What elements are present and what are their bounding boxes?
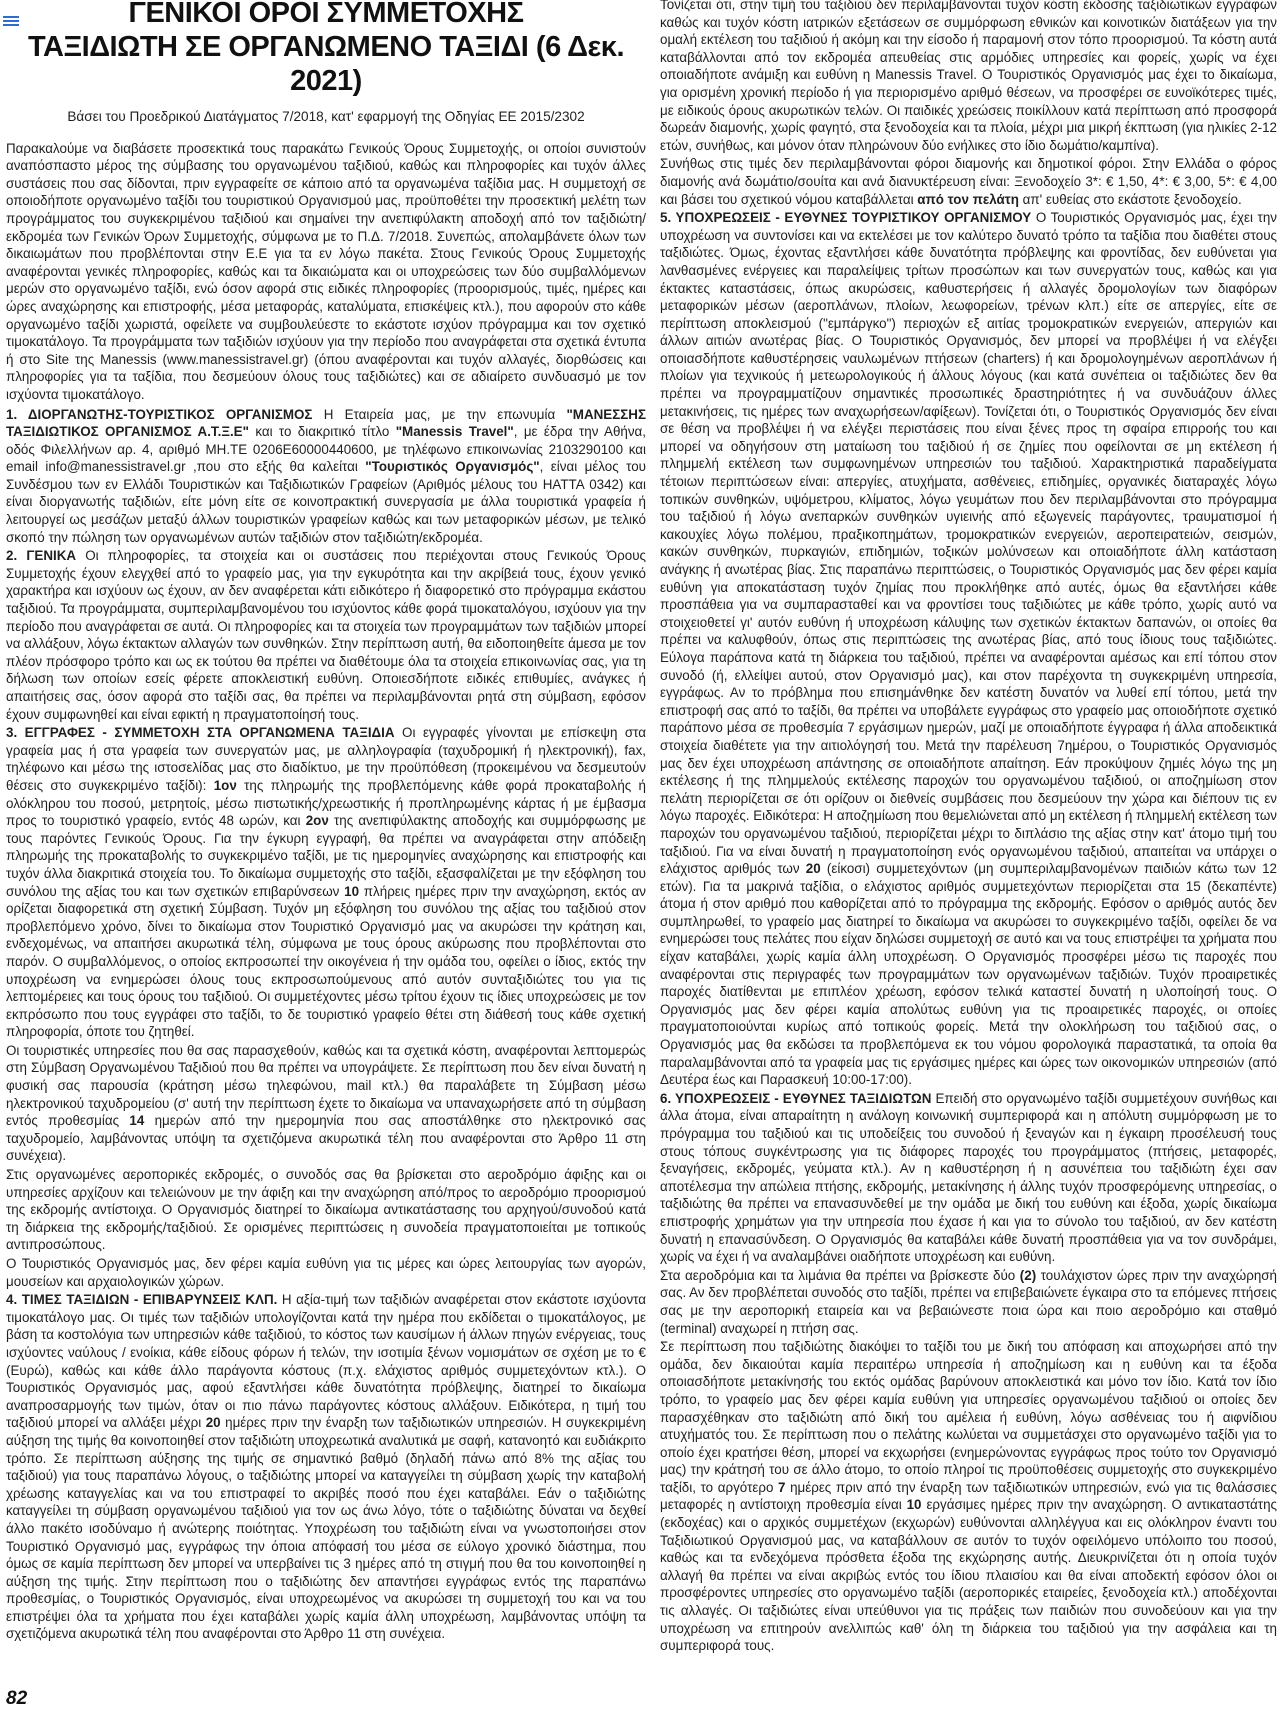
section-6-emph: 10 (906, 1497, 922, 1513)
pricing-notes-paragraph: Τονίζεται ότι, στην τιμή του ταξιδιού δεν περιλαμβάνονται τυχόν κόστη έκδοσης ταξιδιωτικών εγγράφων καθώς και τυχόν κόστη ιατρικών εξετάσεων σε συμμόρφωση εθνικών και κοινοτικών διατάξεων για την ομαλή εκτέλεση του ταξιδιού ή ακόμη και την είσοδο ή παραμονή στον τόπο προορισμού. Τα κόστη αυτά καταβάλλονται από τον εκδρομέα απευθείας στις αρμόδιες υπηρεσίες και φορείς, χωρίς να έχει οποιαδήποτε ανάμιξη και ευθύνη η Manessis Travel. Ο Τουριστικός Οργανισμός μας έχει το δικαίωμα, για ορισμένη χρονική περίοδο ή για περιορισμένο αριθμό θέσεων, να προσφέρει σε ευνοϊκότερες τιμές, με ειδικούς όρους ακυρωτικών τελών. Οι παιδικές χρεώσεις ποικίλλουν κατά περίπτωση από προσφορά δωρεάν διαμονής, χωρίς φαγητό, στα ξενοδοχεία και τα πλοία, μέχρι μια μικρή έκπτωση (για ηλικίες 2-12 ετών, συνήθως, και μόνον όταν πληρώνουν δύο ενήλικες στο ίδιο δωμάτιο/καμπίνα). (660, 0, 1277, 153)
section-6-text: Στα αεροδρόμια και τα λιμάνια θα πρέπει να βρίσκεστε δύο (660, 1267, 1020, 1283)
section-6-text: Επειδή στο οργανωμένο ταξίδι συμμετέχουν συνήθως και άλλα άτομα, είναι απαραίτητη η ανάλογη κοινωνική συμπεριφορά και η απόλυτη συμμόρφωση με το πρόγραμμα του ταξιδιού και τις υποδείξεις του συνοδού ή ξεναγών και η έγκαιρη προσέλευσή τους στους τόπους συγκέντρωσης για τις διάφορες παροχές του προγράμματος (πτήσεις, μεταφορές, ξεναγήσεις, εκδρομές, γεύματα κτλ.). Αν η καθυστέρηση ή η ασυνέπεια του ταξιδιώτη έχει σαν αποτέλεσμα την απώλεια πτήσης, εκδρομής, μετακίνησης ή άλλης τυχόν προσφερόμενης υπηρεσίας, ο ταξιδιώτης θα πρέπει να επανασυνδεθεί με την ομάδα με δική του ευθύνη και έξοδα, χωρίς δικαίωμα επιστροφής χρημάτων για την υπηρεσία που έχασε ή και για το σύνολο του ταξιδιού, αν δεν κατέστη δυνατή η επανασύνδεση. Ο Οργανισμός θα καταβάλει κάθε δυνατή προσπάθεια για να τον συνδράμει, χωρίς να έχει ή να αναλαμβάνει οιαδήποτε υποχρέωση και ευθύνη. (660, 1090, 1277, 1265)
section-4-heading: 4. ΤΙΜΕΣ ΤΑΞΙΔΙΩΝ - ΕΠΙΒΑΡΥΝΣΕΙΣ ΚΛΠ. (6, 1292, 278, 1308)
section-3-text: Οι τουριστικές υπηρεσίες που θα σας παρασχεθούν, καθώς και τα σχετικά κόστη, αναφέρονται λεπτομερώς στη Σύμβαση Οργανωμένου Ταξιδιού που θα πρέπει να υπογράψετε. Σε περίπτωση που δεν είναι δυνατή η φυσική σας παρουσία (κράτηση μέσω τηλεφώνου, mail κτλ.) θα παραλάβετε τη Σύμβαση μέσω ηλεκτρονικού ταχυδρομείου (σ' αυτή την περίπτωση έχετε το δικαίωμα να υπαναχωρήσετε από τη σύμβαση εντός προθεσμίας (6, 1042, 646, 1129)
document-subtitle: Βάσει του Προεδρικού Διατάγματος 7/2018, κατ' εφαρμογή της Οδηγίας ΕΕ 2015/2302 (67, 109, 585, 124)
brand-name: "Manessis Travel" (395, 424, 514, 440)
section-3-emph: 10 (344, 883, 360, 899)
section-3-paragraph-2 (6, 1042, 646, 1165)
intro-paragraph: Παρακαλούμε να διαβάσετε προσεκτικά τους παρακάτω Γενικούς Όρους Συμμετοχής, οι οποίοι συνιστούν αναπόσπαστο μέρος της σύμβασης του οργανωμένου ταξιδιού, καθώς και πληροφορίες και τυχόν άλλες συστάσεις που σας δίδονται, πριν εγγραφείτε σε κάποιο από τα οργανωμένα ταξίδια μας. Η συμμετοχή σε οποιοδήποτε οργανωμένο ταξίδι του τουριστικού Οργανισμού μας, προϋποθέτει την προσεκτική μελέτη των προγράμματος του συγκεκριμένου ταξιδιού και σημαίνει την ανεπιφύλακτη αποδοχή από τον ταξιδιώτη/εκδρομέα των Γενικών Όρων Συμμετοχής, σύμφωνα με το Π.Δ. 7/2018. Συνεπώς, απολαμβάνετε όλων των δικαιωμάτων που προβλέπονται στην Ε.Ε για τα εν λόγω πακέτα. Στους Γενικούς Όρους Συμμετοχής αναφέρονται γενικές πληροφορίες, καθώς και τα δικαιώματα και οι υποχρεώσεις των δύο συμβαλλόμενων μερών στο οργανωμένο ταξίδι, ενώ όσον αφορά στις ειδικές πληροφορίες (προορισμούς, τιμές, ημέρες και ώρες αναχώρησης και επιστροφής, μέσα μεταφοράς, καταλύματα, επισκέψεις κτλ.), που αφορούν στο κάθε οργανωμένο ταξίδι χωριστά, οφείλετε να συμβουλεύεστε το εκάστοτε ισχύον πρόγραμμα και τον σχετικό τιμοκατάλογο. Τα προγράμματα των ταξιδιών ισχύουν για την περίοδο που αναγράφεται στα σχετικά έντυπα ή στο Site της Manessis (www.manessistravel.gr) (όπου αναφέρονται και τυχόν αλλαγές, διορθώσεις και πληροφορίες για τα ταξίδια, που δεσμεύουν όλους τους ταξιδιώτες) και σε αδιαίρετο συνδυασμό με τον ισχύοντα τιμοκατάλογο. (6, 140, 646, 402)
page-number: 82 (6, 1688, 28, 1709)
section-6-emph: 7 (778, 1479, 786, 1495)
section-3-emph: 14 (129, 1113, 145, 1129)
section-3-text: Οι εγγραφές γίνονται με επίσκεψη στα γραφεία μας ή στα γραφεία των συνεργατών μας, με αλληλογραφία (ταχυδρομική ή ηλεκτρονική), fax, τηλέφωνο και μέσω της ιστοσελίδας μας στο διαδίκτυο, με την προϋπόθεση (προκειμένου να δεσμευτούν θέσεις στο συγκεκριμένο ταξίδι): (6, 725, 646, 793)
section-5-heading: 5. ΥΠΟΧΡΕΩΣΕΙΣ - ΕΥΘΥΝΕΣ ΤΟΥΡΙΣΤΙΚΟΥ ΟΡΓΑΝΙΣΜΟΥ (660, 210, 1032, 226)
section-6-text: εργάσιμες ημέρες πριν την αναχώρηση. Ο αντικαταστάτης (εκδοχέας) και ο αρχικός συμμετέχων (εκχωρών) ευθύνονται αλληλέγγυα και εις ολόκληρον έναντι του Ταξιδιωτικού Οργανισμού μας, να καταβάλλουν σε αυτόν το τυχόν οφειλόμενο υπόλοιπο του ποσού, καθώς και τα ενδεχόμενα πρόσθετα έξοδα της εκχώρησης αυτής. Διευκρινίζεται ότι η οποία τυχόν αλλαγή θα πρέπει να είναι ακριβώς εντός του ίδιου πλαισίου και θα είναι αποδεκτή εφόσον όλοι οι προσφέροντες υπηρεσίες στο οργανωμένο ταξίδι (αεροπορικές εταιρείες, ξενοδοχεία κτλ.) αποδέχονται τις αλλαγές. Οι ταξιδιώτες είναι υπεύθυνοι για τις πράξεις των παιδιών που συνοδεύουν και για την υποχρέωση να επιτηρούν ανελλιπώς καθ' όλη τη διάρκεια του ταξιδιού για την ασφάλεια και τη συμπεριφορά τους. (660, 1497, 1277, 1654)
section-3-text: της ανεπιφύλακτης αποδοχής και συμμόρφωσης με τους παρόντες Γενικούς Όρους. Για την έγκυρη εγγραφή, θα πρέπει να αναγράφεται στην απόδειξη πληρωμής της προκαταβολής το συγκεκριμένο ταξίδι, με τις ημερομηνίες αναχώρησης και επιστροφής και τυχόν άλλα διακριτικά στοιχεία του. Το δικαίωμα συμμετοχής στο ταξίδι, εξασφαλίζεται με την εξόφληση του συνόλου της αξίας του και των σχετικών επιβαρύνσεων (6, 813, 646, 899)
section-6-emph: (2) (1019, 1267, 1037, 1283)
section-6-heading: 6. ΥΠΟΧΡΕΩΣΕΙΣ - ΕΥΘΥΝΕΣ ΤΑΞΙΔΙΩΤΩΝ (660, 1090, 932, 1106)
section-3-paragraph-4: Ο Τουριστικός Οργανισμός μας, δεν φέρει καμία ευθύνη για τις μέρες και ώρες λειτουργίας των αγορών, μουσείων και αρχαιολογικών χώρων. (6, 1256, 646, 1289)
section-6-text: Σε περίπτωση που ταξιδιώτης διακόψει το ταξίδι του με δική του απόφαση και αποχωρήσει από την ομάδα, δεν δικαιούται καμία περαιτέρω υπηρεσία ή αποζημίωση και η ευθύνη και τα έξοδα οποιασδήποτε μετακίνησής του εκτός ομάδας βαρύνουν αποκλειστικά και μόνο τον ίδιο. Κατά τον ίδιο τρόπο, το γραφείο μας δεν φέρει καμία ευθύνη για υπηρεσίες οργανωμένου ταξιδιού οι οποίες δεν παρασχέθηκαν στο ταξιδιώτη από δική του αμέλεια ή ευθύνη, λόγω ασθένειας του ή αιφνίδιου ατυχήματός του. Σε περίπτωση που ο πελάτης κωλύεται να συμμετάσχει στο οργανωμένο ταξίδι για το οποίο έχει κρατήσει θέση, μπορεί να εκχωρήσει (ενημερώνοντας εγγράφως προς τούτο τον Οργανισμό μας) την κράτησή του σε άλλο άτομο, το οποίο πληροί τις προϋποθέσεις συμμετοχής στο συγκεκριμένο ταξίδι, το αργότερο (660, 1339, 1277, 1495)
section-6-paragraph-3 (660, 1338, 1277, 1655)
title-line-2: ΤΑΞΙΔΙΩΤΗ ΣΕ ΟΡΓΑΝΩΜΕΝΟ ΤΑΞΙΔΙ (6 Δεκ. 2021) (27, 31, 625, 97)
section-6 (660, 1090, 1277, 1266)
section-3-text: πλήρεις ημέρες πριν την αναχώρηση, εκτός αν ορίζεται διαφορετικά στη σχετική Σύμβαση. Τυχόν μη εξόφληση του συνόλου της αξίας του ταξιδιού στον προβλεπόμενο χρόνο, δίνει το δικαίωμα στον Τουριστικό Οργανισμό μας να ακυρώσει την κράτηση και, ενδεχομένως, να απαιτήσει ακυρωτικά τέλη, σύμφωνα με τους όρους ακύρωσης που προβλέπονται στο παρόν. Ο συμβαλλόμενος, ο οποίος εκπροσωπεί την οικογένεια ή την ομάδα του, οφείλει ο ίδιος, εκτός την υποχρέωση να ενημερώσει όλους τους εκπροσωπούμενους από αυτόν συνταξιδιώτες του για τις λεπτομέρειες και τους όρους του ταξιδιού. Οι συμμετέχοντες μέσω τρίτου έχουν τις ίδιες υποχρεώσεις με τον εκπρόσωπο που τους εγγράφει στο ταξίδι, το δε τουριστικό γραφείο θέτει στη διάθεσή τους κάθε σχετική πληροφορία, όποτε του ζητηθεί. (6, 883, 646, 1040)
section-5-text: Ο Τουριστικός Οργανισμός μας, έχει την υποχρέωση να συντονίσει και να εκτελέσει με τον καλύτερο δυνατό τρόπο τα ταξίδια που διαθέτει στους ταξιδιώτες. Όμως, έχοντας εξαντλήσει κάθε δυνατότητα πρόβλεψης και φροντίδας, δεν ευθύνεται για λανθασμένες ενέργειες και παραλείψεις τρίτων προσώπων και των συνεργατών τους, καθώς και για έκτακτες καταστάσεις, όπως ακυρώσεις, καθυστερήσεις ή αλλαγές δρομολογίων των διαφόρων μεταφορικών μέσων (αεροπλάνων, πλοίων, λεωφορείων, τρένων κλπ.) είτε σε απεργίες, είτε σε περίπτωση αποκλεισμού ("εμπάργκο") περιοχών εξ αιτίας τρομοκρατικών ενεργειών, απεργιών και άλλων αιτιών ανωτέρας βίας. Ο Τουριστικός Οργανισμός, δεν μπορεί να προβλέψει ή να ελέγξει οποιασδήποτε καθυστέρησεις ναυλωμένων πτήσεων (charters) ή και δρομολογημένων αεροπλάνων ή πλοίων για τεχνικούς ή μετεωρολογικούς ή άλλους λόγους (και κατά συνέπεια οι ταξιδιώτες δεν θα πρέπει να προγραμματίζουν σημαντικές προσωπικές δραστηριότητες ή να συνδυάζουν άλλες μετακινήσεις, τις ημέρες των αναχωρήσεων/αφίξεων). Τονίζεται ότι, ο Τουριστικός Οργανισμός δεν είναι σε θέση να προβλέψει ή να ελέγξει περιστάσεις που είναι ξένες προς τη σφαίρα επιρροής του και μπορεί να οδηγήσουν στη ματαίωση του ταξιδιού ή σε ζημίες που οφείλονται σε μη εκτέλεση ή πλημμελή εκτέλεση των συμφωνημένων υπηρεσιών του ταξιδιού. Χαρακτηριστικά παραδείγματα τέτοιων περιπτώσεων είναι: απεργίες, ατυχήματα, ασθένειες, επιδημίες, οργανικές διαταραχές λόγω τοπικών συνθηκών, υψόμετρου, κλίματος, λόγω γευμάτων που δεν περιλαμβάνονται στο πρόγραμμα του ταξιδιού ή λόγω ανεπαρκών συνθηκών υγιεινής από εξωγενείς παράγοντες, τραυματισμοί ή κακουχίες λόγω πολέμου, πραξικοπημάτων, τρομοκρατικών ενεργειών, αεροπειρατειών, σεισμών, κακών συνθηκών, πυρκαγιών, επιδημιών, τοξικών μολύνσεων και οποιαδήποτε άλλη κατάσταση ανάγκης ή ανωτέρας βίας. Στις παραπάνω περιπτώσεις, ο Τουριστικός Οργανισμός μας δεν φέρει καμία ευθύνη για αποκατάσταση τυχόν ζημίας που προκλήθηκε από αυτές, όμως θα εξαντλήσει κάθε προσπάθεια για να συμπαρασταθεί και να φροντίσει τους ταξιδιώτες με κάθε τρόπο, χωρίς αυτό να στοιχειοθετεί γι' αυτόν ευθύνη ή υποχρέωση κάλυψης των σχετικών έκτακτων δαπανών, οι οποίες θα πρέπει να καλυφθούν, όπως στις περιπτώσεις της ανωτέρας βίας, από τους ίδιους τους ταξιδιώτες. Εύλογα παράπονα κατά τη διάρκεια του ταξιδιού, πρέπει να αναφέρονται αμέσως και επί τόπου στον συνοδό (ή, ελλείψει αυτού, στον Οργανισμό μας), και στον παρέχοντα τη συγκεκριμένη υπηρεσία, εγγράφως. Αν το πρόβλημα που επισημάνθηκε δεν κατέστη δυνατόν να λυθεί επί τόπου, μετά την επιστροφή σας από το ταξίδι, θα πρέπει να υποβάλετε εγγράφως στο γραφείο μας οποιοδήποτε σχετικό παράπονο μέσα σε προθεσμία 7 εργάσιμων ημερών, μαζί με οποιαδήποτε έγγραφα ή άλλα αποδεικτικά στοιχεία διαθέτετε για την αιτιολόγησή του. Μετά την παρέλευση 7ημέρου, ο Τουριστικός Οργανισμός μας δεν έχει υποχρέωση απάντησης σε οποιαδήποτε απαίτηση. Εάν προκύψουν ζημιές λόγω της μη εκτέλεσης ή της πλημμελούς εκτέλεσης παροχών του οργανωμένου ταξιδιού, οι αποζημίωση στον πελάτη περιορίζεται σε ότι ορίζουν οι διεθνείς συμβάσεις που δεσμεύουν την χώρα και διέπουν τις εν λόγω παροχές. Ειδικότερα: Η αποζημίωση που θεμελιώνεται από μη εκτέλεση ή πλημμελή εκτέλεση των παροχών του οργανωμένου ταξιδιού, περιορίζεται μέχρι το διπλάσιο της αξίας στην κατ' άτομο τιμή του ταξιδιού. Για να είναι δυνατή η πραγματοποίηση ενός οργανωμένου ταξιδιού, απαιτείται να υπάρχει ο ελάχιστος αριθμός των (660, 210, 1277, 877)
document-title (6, 0, 646, 98)
section-3-emph: 2ον (305, 813, 329, 829)
org-term: "Τουριστικός Οργανισμός" (365, 459, 540, 475)
section-6-text: τουλάχιστον ώρες πριν την αναχώρησή σας. Αν δεν προβλέπεται συνοδός στο ταξίδι, πρέπει να επιβεβαιώνετε έγκαιρα στο τα επόμενες πτήσεις σας με την αεροπορική εταιρεία και να βεβαιώνεστε ποια ώρα και ποιο αεροδρόμιο και σταθμό (terminal) αναχωρεί η πτήση σας. (660, 1267, 1277, 1336)
section-1-text: και το διακριτικό τίτλο (248, 424, 396, 440)
section-3-paragraph-3: Στις οργανωμένες αεροπορικές εκδρομές, ο συνοδός σας θα βρίσκεται στο αεροδρόμιο άφιξης και οι υπηρεσίες αρχίζουν και τελειώνουν με την άφιξη και την αναχώρηση από/προς το αεροδρόμιο προορισμού της εκδρομής αντίστοιχα. Ο Οργανισμός διατηρεί το δικαίωμα αντικατάστασης του αρχηγού/συνοδού κατά τη διάρκεια της εκδρομής/ταξιδιού. Σε ορισμένες περιπτώσεις η συνοδεία πραγματοποιείται με τοπικούς αντιπροσώπους. (6, 1167, 646, 1253)
section-5 (660, 209, 1277, 1089)
title-line-1: ΓΕΝΙΚΟΙ ΟΡΟΙ ΣΥΜΜΕΤΟΧΗΣ (128, 0, 524, 29)
section-4-emph: 20 (205, 1415, 221, 1431)
section-1-text: , είναι μέλος του Συνδέσμου των εν Ελλάδι Τουριστικών και Ταξιδιωτικών Γραφείων (Αριθμός μέλους του ΗΑΤΤΑ 0342) και είναι διοργανωτής ταξιδιών, είτε μόνη είτε σε κοινοπρακτική συνεργασία με άλλα τουριστικά γραφεία ή λειτουργεί ως μεσάζων μεταξύ άλλων τουριστικών γραφείων καθώς και των μεταφορικών μέσων, με τελικό σκοπό την πώληση των οργανωμένων αυτών ταξιδιών στον ταξιδιώτη/εκδρομέα. (6, 459, 646, 545)
section-1 (6, 406, 646, 547)
section-2 (6, 547, 646, 723)
section-2-text: Οι πληροφορίες, τα στοιχεία και οι συστάσεις που περιέχονται στους Γενικούς Όρους Συμμετοχής έχουν ελεγχθεί από το γραφείο μας, για την εγκυρότητα και την ακρίβειά τους, έχουν γενικό χαρακτήρα και ισχύουν ως έχουν, αν δεν αναφέρεται κάτι ειδικότερο ή διαφορετικό στο πρόγραμμα εκάστου ταξιδιού. Τα προγράμματα, συμπεριλαμβανομένου του ισχύοντος κάθε φορά τιμοκαταλόγου, ισχύουν για την περίοδο που αναγράφεται σε αυτά. Οι πληροφορίες και τα στοιχεία των προγραμμάτων των ταξιδιών μπορεί να αλλάξουν, λόγω έκτακτων αλλαγών των συνθηκών. Στην περίπτωση αυτή, θα ειδοποιηθείτε άμεσα με τον πλέον πρόσφορο τρόπο και ως εκ τούτου θα πρέπει να διαθέτουμε όλα τα στοιχεία επικοινωνίας σας, για τη δήλωση των οποίων εσείς φέρετε αποκλειστική ευθύνη. Οποιεσδήποτε ειδικές επιθυμίες, ανάγκες ή απαιτήσεις σας, όσον αφορά στο ταξίδι σας, θα πρέπει να περιλαμβάνονται ρητά στη σύμβαση, εφόσον έχουν συμφωνηθεί και είναι εφικτή η πραγματοποίησή τους. (6, 548, 646, 722)
section-2-heading: 2. ΓΕΝΙΚΑ (6, 548, 77, 564)
section-5-text: (είκοσι) συμμετεχόντων (μη συμπεριλαμβανομένων παιδιών κάτω των 12 ετών). Για τα μακρινά ταξίδια, ο ελάχιστος αριθμός συμμετεχόντων περιορίζεται στα 15 (δεκαπέντε) άτομα ή στον αριθμό που καθορίζεται από το πρόγραμμα της εκδρομής. Εφόσον ο αριθμός αυτός δεν συμπληρωθεί, το γραφείο μας διατηρεί το δικαίωμα να ακυρώσει το συγκεκριμένο ταξίδι, οφείλει δε να ενημερώσει τους πελάτες που είχαν δηλώσει συμμετοχή σε αυτό και να τους επιστρέψει τα χρήματα που είχαν καταβάλει, χωρίς καμία άλλη υποχρέωση. Ο Οργανισμός προσφέρει μέσω τις παροχές που αναφέρονται στις περιγραφές των προγραμμάτων των οργανωμένων ταξιδιών. Τυχόν προαιρετικές παροχές διατίθενται με επιπλέον χρέωση, εφόσον τελικά καταστεί δυνατή η υλοποίησή τους. Ο Οργανισμός μας δεν φέρει καμία απολύτως ευθύνη για τις προαιρετικές παροχές, οι οποίες πραγματοποιούνται κυρίως από τοπικούς φορείς. Μετά την ολοκλήρωση του ταξιδιού σας, ο Οργανισμός μας θα εκδώσει τα προβλεπόμενα εκ του νόμου φορολογικά παραστατικά, τα οποία θα παραλαμβάνονται από τα γραφεία μας τις εργάσιμες ημέρες και ώρες των οικονομικών υπηρεσιών (από Δευτέρα έως και Παρασκευή 10:00-17:00). (660, 861, 1277, 1088)
section-1-text: , με έδρα την Αθήνα, οδός Φιλελλήνων αρ. 4, αριθμό ΜΗ.ΤΕ 0206Ε60000440600, με τηλέφωνο επικοινωνίας 2103290100 και email info@manessistravel.gr ,που στο εξής θα καλείται (6, 424, 647, 475)
section-5-emph: 20 (805, 861, 821, 877)
city-tax-text: Συνήθως στις τιμές δεν περιλαμβάνονται φόροι διαμονής και δημοτικοί φόροι. Στην Ελλάδα ο φόρος διαμονής ανά δωμάτιο/σουίτα και ανά διανυκτέρευση είναι: Ξενοδοχείο 3*: € 1,50, 4*: € 3,00, 5*: € 4,00 και βάσει του σχετικού νόμου καταβάλλεται (660, 156, 1277, 207)
section-3-text: της πληρωμής της προβλεπόμενης κάθε φορά προκαταβολής ή ολόκληρου του ποσού, μετρητοίς, μέσω πιστωτικής/χρεωστικής ή προπληρωμένης κάρτας ή με έμβασμα προς το τουριστικό γραφείο, εντός 48 ωρών, και (6, 777, 646, 829)
section-3 (6, 724, 646, 1041)
section-3-heading: 3. ΕΓΓΡΑΦΕΣ - ΣΥΜΜΕΤΟΧΗ ΣΤΑ ΟΡΓΑΝΩΜΕΝΑ ΤΑΞΙΔΙΑ (6, 725, 395, 741)
right-column (660, 0, 1277, 1656)
section-3-text: ημερών από την ημερομηνία που σας αποστάλθηκε στο ηλεκτρονικό σας ταχυδρομείο, λαμβάνοντας υπόψη τα σχετιζόμενα ακυρωτικά τέλη που αναφέρονται στο Άρθρο 11 στη συνέχεια). (6, 1113, 646, 1164)
section-1-heading: 1. ΔΙΟΡΓΑΝΩΤΗΣ-ΤΟΥΡΙΣΤΙΚΟΣ ΟΡΓΑΝΙΣΜΟΣ (6, 406, 313, 422)
section-1-text: Η Εταιρεία μας, με την επωνυμία (312, 406, 567, 422)
section-4 (6, 1291, 646, 1643)
city-tax-text: απ' ευθείας στο εκάστοτε ξενοδοχείο. (1018, 191, 1242, 207)
section-6-paragraph-2 (660, 1267, 1277, 1337)
section-4-text: ημέρες πριν την έναρξη των ταξιδιωτικών υπηρεσιών. Η συγκεκριμένη αύξηση της τιμής θα κοινοποιηθεί στον ταξιδιώτη υποχρεωτικά αναλυτικά με σαφή, κατανοητό και ευδιάκριτο τρόπο. Σε περίπτωση αύξησης της τιμής σε σημαντικό βαθμό (δηλαδή πάνω από 8% της αξίας του ταξιδιού) για τους παραπάνω λόγους, ο ταξιδιώτης μπορεί να καταγγείλει τη σύμβαση χωρίς την καταβολή χρέωσης καταγγελίας και να του επιστραφεί το ακριβές ποσό που έχει καταβάλει. Εάν ο ταξιδιώτης καταγγείλει τη σύμβαση οργανωμένου ταξιδιού για τον ως άνω λόγο, τότε ο ταξιδιώτης δύναται να δεχθεί άλλο πακέτο ισοδύναμο ή ανώτερης ποιότητας. Υποχρέωση του ταξιδιώτη είναι να γνωστοποιήσει στον Τουριστικό Οργανισμό μας, εγγράφως την όποια απόφασή του μέσα σε εύλογο χρονικό διάστημα, που όμως σε καμία περίπτωση δεν μπορεί να υπερβαίνει τις 3 ημέρες από τη στιγμή που θα του κοινοποιηθεί η αύξηση της τιμής. Στην περίπτωση που ο ταξιδιώτης δεν απαντήσει εγγράφως εντός της παραπάνω προθεσμίας, ο Τουριστικός Οργανισμός, είναι υποχρεωμένος να ακυρώσει τη συμμετοχή του και να του επιστρέψει όλα τα χρήματα που έχει καταβάλει χωρίς καμία άλλη υποχρέωση, λαμβάνοντας υπόψη τα σχετιζόμενα ακυρωτικά τέλη που αναφέρονται στο Άρθρο 11 στη συνέχεια. (6, 1415, 646, 1642)
city-tax-paragraph (660, 155, 1277, 208)
section-3-emph: 1ον (213, 777, 237, 793)
city-tax-emph: από τον πελάτη (917, 191, 1019, 207)
section-6-text: ημέρες πριν από την έναρξη των ταξιδιωτικών υπηρεσιών, ενώ για τις θαλάσσιες μεταφορές η αντίστοιχη προθεσμία είναι (660, 1479, 1277, 1513)
left-column (6, 0, 646, 1644)
company-name: "ΜΑΝΕΣΣΗΣ ΤΑΞΙΔΙΩΤΙΚΟΣ ΟΡΓΑΝΙΣΜΟΣ Α.Τ.Ξ.Ε" (6, 406, 646, 440)
section-4-text: Η αξία-τιμή των ταξιδιών αναφέρεται στον εκάστοτε ισχύοντα τιμοκατάλογο μας. Οι τιμές των ταξιδιών υπολογίζονται κατά την ημέρα που εκδίδεται ο τιμοκατάλογος, με βάση τα κοστολόγια των υπηρεσιών κάθε ταξιδιού, το κόστος των καυσίμων ή άλλων πηγών ενέργειας, τους ισχύοντες ναύλους / ενοίκια, κάθε είδους φόρων ή τελών, την ισοτιμία ξένων νομισμάτων σε σχέση με το € (Ευρώ), καθώς και κάθε άλλο παράγοντα κόστους (π.χ. ελάχιστος αριθμός συμμετεχόντων κτλ.). Ο Τουριστικός Οργανισμός μας, αφού εξαντλήσει κάθε δυνατότητα πρόβλεψης, διατηρεί το δικαίωμα αναπροσαρμογής των τιμών, όταν οι πιο πάνω παράγοντες κόστους αλλάξουν. Ειδικότερα, η τιμή του ταξιδιού μπορεί να αλλάξει μέχρι (6, 1292, 647, 1431)
